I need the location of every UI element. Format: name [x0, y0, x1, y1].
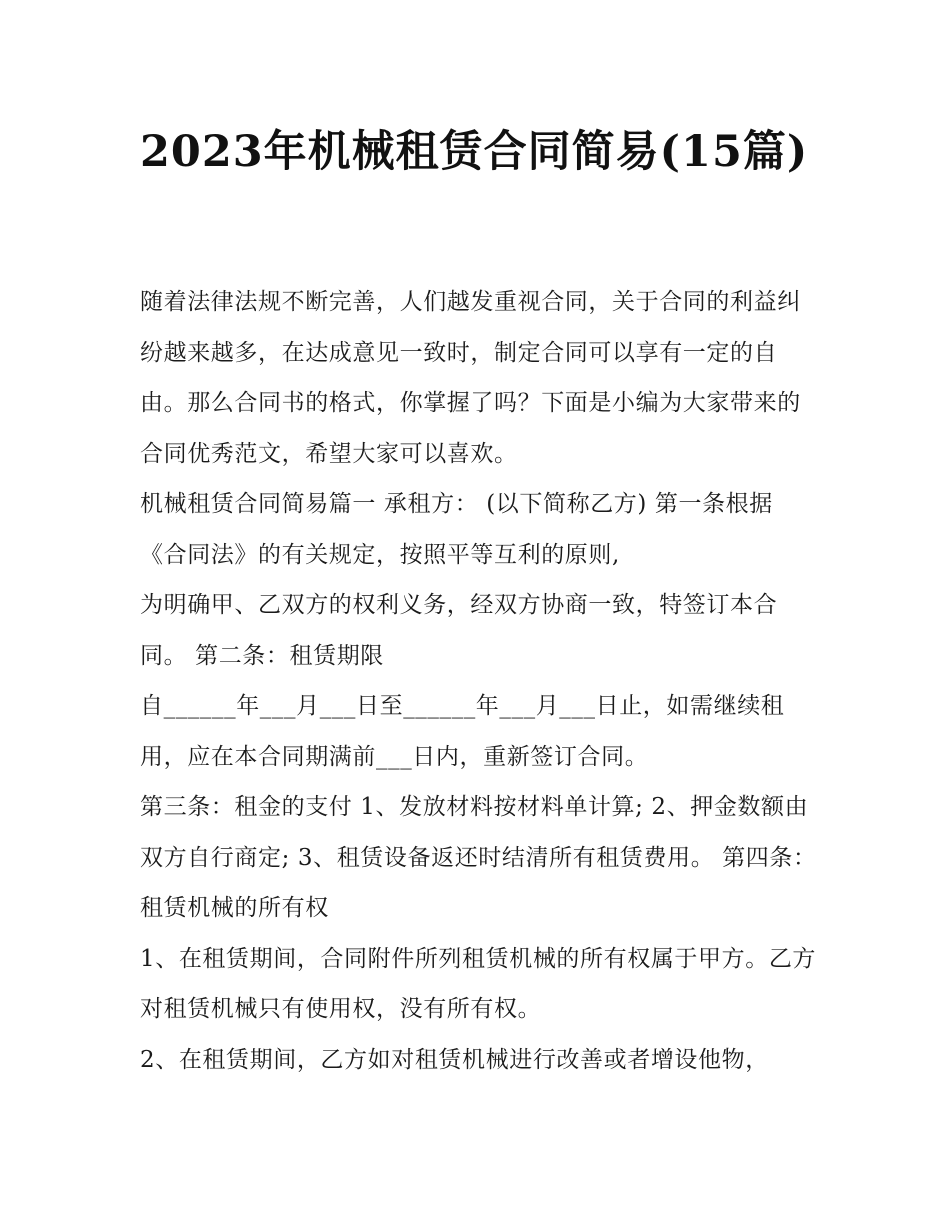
paragraph-lease-term: 自______年___月___日至______年___月___日止，如需继续租用，应在本合同期满前___日内，重新签订合同。 [140, 693, 785, 770]
document-body [140, 277, 820, 1085]
paragraph-ownership-2: 2、在租赁期间，乙方如对租赁机械进行改善或者增设他物， [140, 1046, 769, 1073]
document-title: 2023年机械租赁合同简易(15篇) [140, 127, 809, 177]
paragraph-intro: 随着法律法规不断完善，人们越发重视合同，关于合同的利益纠纷越来越多，在达成意见一致时，制定合同可以享有一定的自由。那么合同书的格式，你掌握了吗？下面是小编为大家带来的合同优秀范文，希望大家可以喜欢。 [140, 289, 801, 467]
paragraph-article-3: 第三条：租金的支付 1、发放材料按材料单计算; 2、押金数额由双方自行商定; 3、租赁设备返还时结清所有租赁费用。 第四条：租赁机械的所有权 [140, 794, 817, 921]
paragraph-ownership-1: 1、在租赁期间，合同附件所列租赁机械的所有权属于甲方。乙方对租赁机械只有使用权，没有所有权。 [140, 945, 817, 1022]
paragraph-purpose: 为明确甲、乙双方的权利义务，经双方协商一致，特签订本合同。 第二条：租赁期限 [140, 592, 778, 669]
paragraph-article-1: 机械租赁合同简易篇一 承租方： (以下简称乙方) 第一条根据《合同法》的有关规定，按照平等互利的原则, [140, 491, 773, 568]
